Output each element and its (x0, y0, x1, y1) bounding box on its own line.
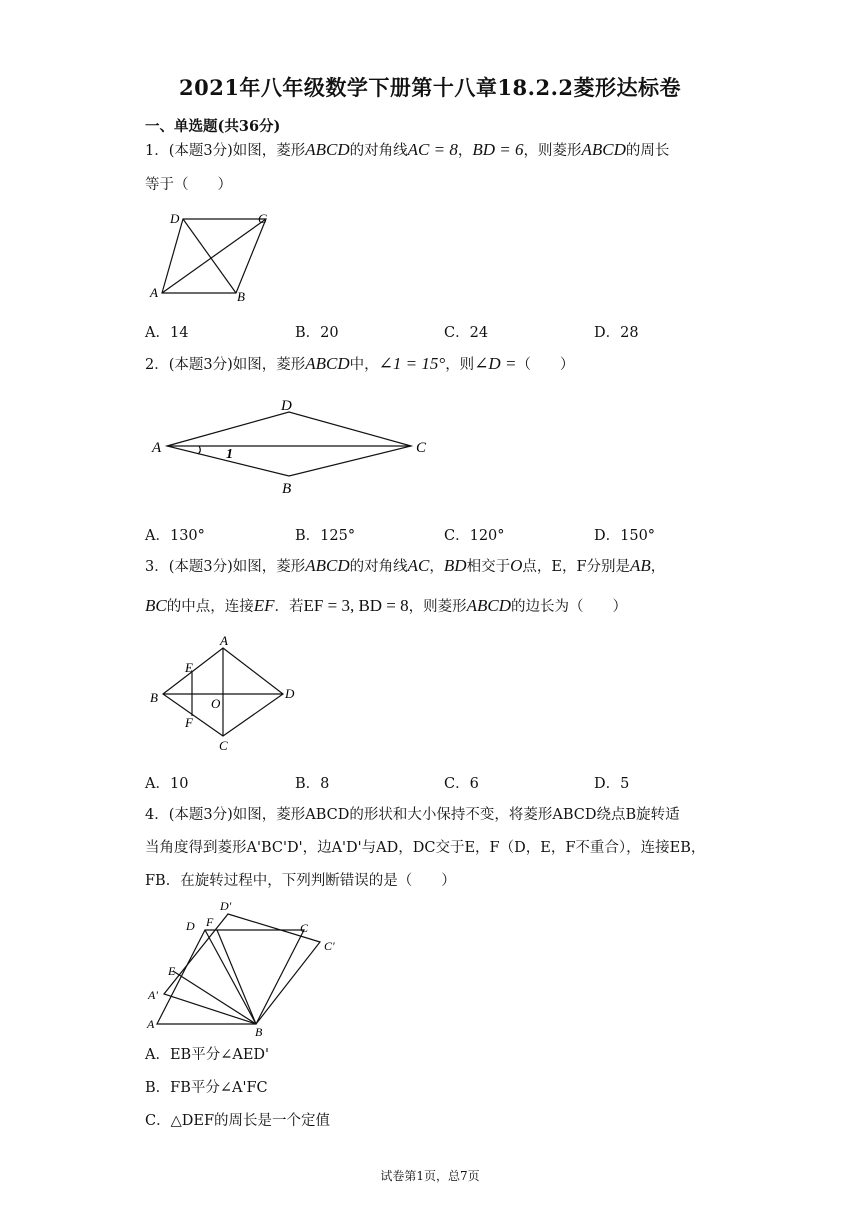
q3-option-b: B．8 (295, 776, 330, 792)
label-b: B (150, 690, 158, 705)
q1-option-b: B．20 (295, 325, 339, 341)
label-c-prime: C' (324, 939, 335, 953)
q2-option-a: A．130° (145, 528, 205, 544)
label-a: A (147, 1017, 155, 1031)
question-4-line-3: FB．在旋转过程中，下列判断错误的是（ ） (145, 873, 456, 889)
q3-option-c: C．6 (444, 776, 479, 792)
q3-option-d: D．5 (594, 776, 630, 792)
label-b: B (255, 1025, 263, 1038)
label-c: C (416, 440, 427, 456)
section-heading: 一、单选题(共36分) (145, 118, 281, 135)
label-a-prime: A' (148, 988, 158, 1002)
question-3-line-1: 3．(本题3分)如图，菱形ABCD的对角线AC，BD相交于O点，E，F分别是AB， (145, 556, 666, 575)
page-title: 2021年八年级数学下册第十八章18.2.2菱形达标卷 (178, 75, 681, 100)
q1-option-a: A．14 (145, 325, 189, 341)
label-a: A (220, 633, 228, 648)
question-4-line-1: 4．(本题3分)如图，菱形ABCD的形状和大小保持不变，将菱形ABCD绕点B旋转适 (145, 807, 680, 823)
q2-option-d: D．150° (594, 528, 656, 544)
label-b: B (282, 481, 292, 497)
question-1-line-2: 等于（ ） (145, 177, 232, 193)
label-o: O (211, 696, 221, 711)
q3-option-a: A．10 (145, 776, 189, 792)
label-c: C (300, 921, 309, 935)
label-a: A (150, 285, 158, 300)
question-2-line-1: 2．(本题3分)如图，菱形ABCD中，∠1 = 15°，则∠D =（ ） (145, 354, 575, 373)
label-d: D (186, 919, 195, 933)
label-c: C (258, 211, 267, 226)
label-a: A (152, 440, 162, 456)
label-f: F (185, 715, 193, 730)
label-c: C (219, 738, 228, 753)
label-d: D (281, 398, 292, 414)
label-d: D (170, 211, 180, 226)
label-d-prime: D' (220, 899, 232, 913)
question-3-line-2: BC的中点，连接EF．若EF = 3, BD = 8，则菱形ABCD的边长为（ ） (145, 596, 628, 615)
question-1-figure (140, 205, 290, 305)
question-4-line-2: 当角度得到菱形A'BC'D'，边A'D'与AD，DC交于E，F（D，E，F不重合），连接EB， (145, 840, 706, 856)
label-e: E (185, 660, 193, 675)
page-footer: 试卷第1页，总7页 (380, 1169, 480, 1183)
q1-option-c: C．24 (444, 325, 489, 341)
label-e: E (168, 964, 176, 978)
angle-label-1: 1 (226, 447, 233, 462)
q4-option-c: C．△DEF的周长是一个定值 (145, 1113, 331, 1129)
question-2-figure (145, 392, 445, 502)
q2-option-c: C．120° (444, 528, 505, 544)
label-d: D (285, 686, 295, 701)
q1-option-d: D．28 (594, 325, 639, 341)
question-4-figure (140, 898, 360, 1038)
label-b: B (237, 289, 245, 304)
q2-option-b: B．125° (295, 528, 356, 544)
question-3-figure (145, 632, 305, 757)
q4-option-a: A．EB平分∠AED' (145, 1047, 270, 1063)
label-f: F (206, 915, 214, 929)
q4-option-b: B．FB平分∠A'FC (145, 1080, 268, 1096)
question-1-line-1: 1．(本题3分)如图，菱形ABCD的对角线AC = 8，BD = 6，则菱形ABCD的周长 (145, 140, 670, 159)
